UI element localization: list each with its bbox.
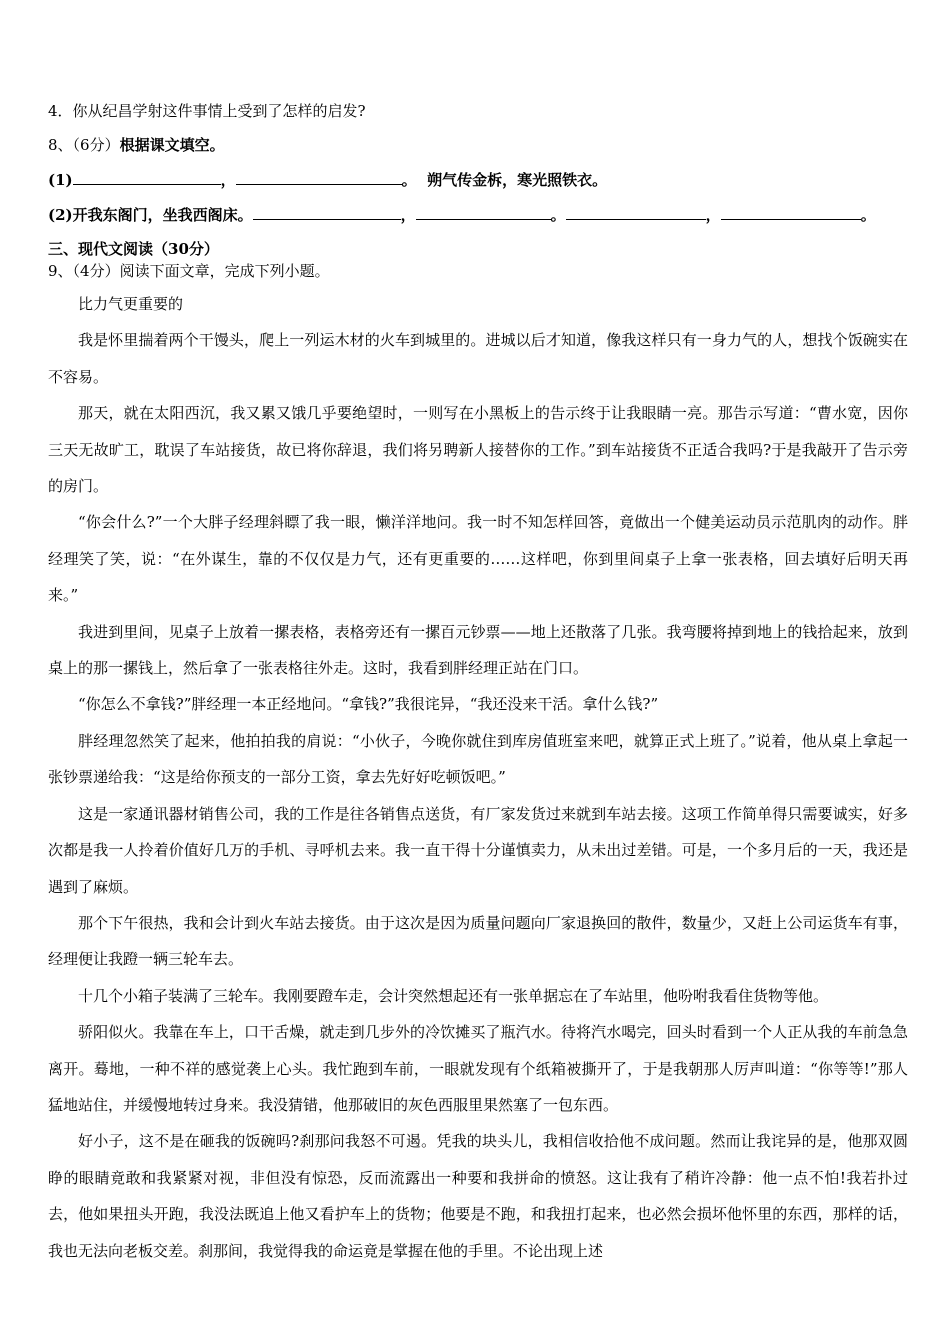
passage-paragraph: 这是一家通讯器材销售公司，我的工作是往各销售点送货，有厂家发货过来就到车站去接。这项工作简单得只需要诚实，好多次都是我一人拎着价值好几万的手机、寻呼机去来。我一直干得十分谨慎卖力，从未出过差错。可是，一个多月后的一天，我还是遇到了麻烦。 [48,804,908,896]
fill-2-head: (2)开我东阁门，坐我西阁床。 [48,206,253,224]
passage-paragraph: “你会什么?”一个大胖子经理斜瞟了我一眼，懒洋洋地问。我一时不知怎样回答，竟做出一个健美运动员示范肌肉的动作。胖经理笑了笑，说：“在外谋生，靠的不仅仅是力气，还有更重要的……这样吧，你到里间桌子上拿一张表格，回去填好后明天再来。” [48,513,908,605]
fill-1-sep2: 。 [401,171,417,189]
reading-passage [48,286,908,1269]
fill-2-sep3: ， [705,206,721,224]
exam-page [48,100,908,1269]
answer-blank-4[interactable] [416,203,551,220]
fill-1-tail: 朔气传金柝，寒光照铁衣。 [427,171,608,189]
question-8-prefix: 8、（6分） [48,136,120,154]
fill-2-sep2: 。 [550,206,566,224]
passage-paragraph: 十几个小箱子装满了三轮车。我刚要蹬车走，会计突然想起还有一张单据忘在了车站里，他吩咐我看住货物等他。 [78,986,829,1005]
passage-paragraph: 那个下午很热，我和会计到火车站去接货。由于这次是因为质量问题向厂家退换回的散件，数量少，又赶上公司运货车有事，经理便让我蹬一辆三轮车去。 [48,913,908,969]
section-3-heading: 三、现代文阅读（30分） [48,240,219,258]
fill-1-label: (1) [48,171,73,189]
fill-2-sep4: 。 [860,206,876,224]
passage-paragraph: “你怎么不拿钱?”胖经理一本正经地问。“拿钱?”我很诧异，“我还没来干活。拿什么钱?” [78,695,659,714]
passage-paragraph: 我是怀里揣着两个干馒头，爬上一列运木材的火车到城里的。进城以后才知道，像我这样只有一身力气的人，想找个饭碗实在不容易。 [48,331,908,386]
passage-paragraph: 胖经理忽然笑了起来，他拍拍我的肩说：“小伙子，今晚你就住到库房值班室来吧，就算正式上班了。”说着，他从桌上拿起一张钞票递给我：“这是给你预支的一部分工资，拿去先好好吃顿饭吧。” [48,731,908,787]
passage-paragraph: 骄阳似火。我靠在车上，口干舌燥，就走到几步外的冷饮摊买了瓶汽水。待将汽水喝完，回头时看到一个人正从我的车前急急离开。蓦地，一种不祥的感觉袭上心头。我忙跑到车前，一眼就发现有个纸箱被撕开了，于是我朝那人厉声叫道：“你等等!”那人猛地站住，并缓慢地转过身来。我没猜错，他那破旧的灰色西服里果然塞了一包东西。 [48,1023,908,1114]
answer-blank-5[interactable] [566,203,706,220]
answer-blank-2[interactable] [236,168,402,185]
fill-in-1 [48,168,908,191]
question-9: 9、（4分）阅读下面文章，完成下列小题。 [48,262,330,280]
question-8 [48,134,908,156]
fill-2-sep1: ， [400,206,416,224]
passage-paragraph: 我进到里间，见桌子上放着一摞表格，表格旁还有一摞百元钞票——地上还散落了几张。我弯腰将掉到地上的钱拾起来，放到桌上的那一摞钱上，然后拿了一张表格往外走。这时，我看到胖经理正站在门口。 [48,622,908,678]
fill-in-2 [48,203,908,226]
question-4: 4．你从纪昌学射这件事情上受到了怎样的启发? [48,102,366,120]
passage-paragraph: 那天，就在太阳西沉，我又累又饿几乎要绝望时，一则写在小黑板上的告示终于让我眼睛一亮。那告示写道：“曹水宽，因你三天无故旷工，耽误了车站接货，故已将你辞退，我们将另聘新人接替你的工作。”到车站接货不正适合我吗?于是我敲开了告示旁的房门。 [48,404,908,496]
answer-blank-3[interactable] [253,203,401,220]
passage-title: 比力气更重要的 [78,295,184,313]
passage-paragraph: 好小子，这不是在砸我的饭碗吗?刹那问我怒不可遏。凭我的块头儿，我相信收拾他不成问题。然而让我诧异的是，他那双圆睁的眼睛竟敢和我紧紧对视，非但没有惊恐，反而流露出一种要和我拼命的愤怒。这让我有了稍许冷静：他一点不怕!我若扑过去，他如果扭头开跑，我没法既追上他又看护车上的货物；他要是不跑，和我扭打起来，也必然会损坏他怀里的东西，那样的话，我也无法向老板交差。刹那间，我觉得我的命运竟是掌握在他的手里。不论出现上述 [48,1132,908,1260]
answer-blank-6[interactable] [721,203,861,220]
fill-1-sep1: ， [220,171,236,189]
question-8-title: 根据课文填空。 [119,136,225,154]
answer-blank-1[interactable] [73,168,221,185]
